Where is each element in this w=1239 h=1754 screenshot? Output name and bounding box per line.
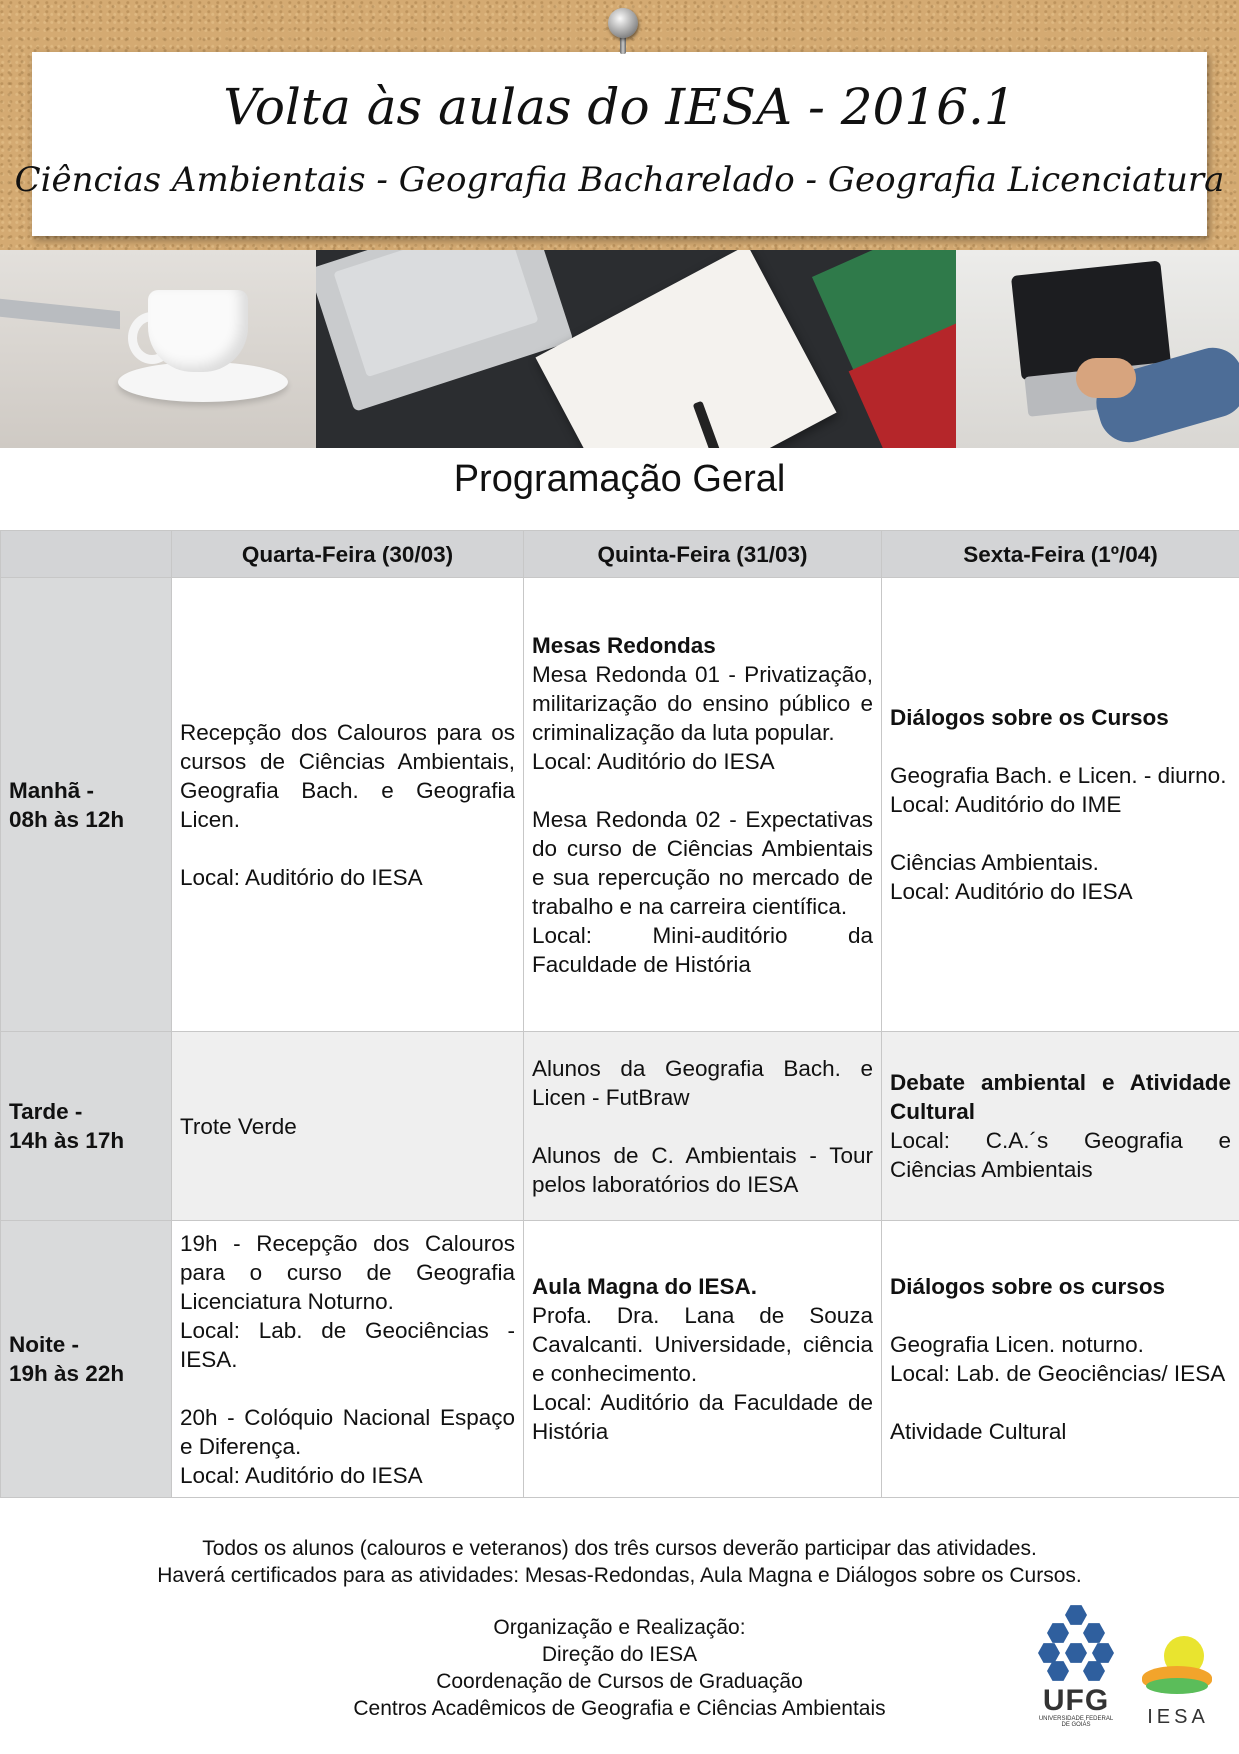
period-label: Noite - bbox=[9, 1332, 79, 1357]
cell-fri-night bbox=[882, 1221, 1239, 1498]
organization-line: Coordenação de Cursos de Graduação bbox=[436, 1670, 803, 1693]
cell-wed-night bbox=[172, 1221, 524, 1498]
cell-text: Alunos da Geografia Bach. e Licen - FutBraw bbox=[532, 1055, 873, 1110]
page-subtitle: Ciências Ambientais - Geografia Bacharelado - Geografia Licenciatura bbox=[14, 160, 1225, 200]
period-label: Manhã - bbox=[9, 777, 95, 803]
schedule-table bbox=[0, 530, 1239, 1498]
table-row-morning bbox=[1, 578, 1239, 1032]
cell-location: Local: Auditório do IESA bbox=[180, 1462, 423, 1488]
cell-location: Local: Mini-auditório da Faculdade de História bbox=[532, 922, 873, 977]
cell-title: Debate ambiental e Atividade Cultural bbox=[890, 1070, 1231, 1124]
period-time: 19h às 22h bbox=[9, 1361, 125, 1386]
ufg-logo-subtitle: UNIVERSIDADE FEDERAL DE GOIÁS bbox=[1038, 1716, 1114, 1728]
cell-location: Local: Auditório do IME bbox=[890, 792, 1122, 817]
cell-text: Alunos de C. Ambientais - Tour pelos laboratórios do IESA bbox=[532, 1142, 873, 1197]
period-label: Tarde - bbox=[9, 1099, 83, 1124]
laptop-typing-photo bbox=[956, 250, 1239, 448]
organization-line: Centros Acadêmicos de Geografia e Ciências Ambientais bbox=[353, 1697, 886, 1720]
cell-title: Diálogos sobre os cursos bbox=[890, 1274, 1166, 1299]
cell-text: Geografia Licen. noturno. bbox=[890, 1332, 1144, 1357]
cell-title: Mesas Redondas bbox=[532, 632, 716, 658]
cell-location: Local: Auditório do IESA bbox=[180, 864, 423, 890]
cell-text: 19h - Recepção dos Calouros para o curso de Geografia Licenciatura Noturno. bbox=[180, 1230, 515, 1314]
iesa-logo bbox=[1140, 1636, 1216, 1731]
cell-thu-morning bbox=[524, 578, 882, 1032]
cell-fri-afternoon bbox=[882, 1032, 1239, 1221]
cell-text: 20h - Colóquio Nacional Espaço e Diferença. bbox=[180, 1404, 515, 1459]
table-row-night bbox=[1, 1221, 1239, 1498]
header-cell-empty bbox=[1, 531, 172, 578]
cell-wed-morning bbox=[172, 578, 524, 1032]
period-cell bbox=[1, 1221, 172, 1498]
period-time: 08h às 12h bbox=[9, 806, 125, 832]
desk-notebook-photo bbox=[316, 250, 956, 448]
photo-strip bbox=[0, 250, 1239, 448]
cell-text: Profa. Dra. Lana de Souza Cavalcanti. Universidade, ciência e conhecimento. bbox=[532, 1303, 873, 1386]
section-heading: Programação Geral bbox=[453, 458, 786, 500]
table-row-afternoon bbox=[1, 1032, 1239, 1221]
cell-title: Aula Magna do IESA. bbox=[532, 1274, 758, 1299]
iesa-logo-word: IESA bbox=[1147, 1706, 1209, 1728]
table-header-row bbox=[1, 531, 1239, 578]
cell-title: Diálogos sobre os Cursos bbox=[890, 705, 1169, 730]
cell-location: Local: Auditório do IESA bbox=[890, 879, 1133, 904]
cell-thu-night bbox=[524, 1221, 882, 1498]
thumbtack-icon bbox=[608, 8, 638, 38]
period-cell bbox=[1, 578, 172, 1032]
period-cell bbox=[1, 1032, 172, 1221]
page-title: Volta às aulas do IESA - 2016.1 bbox=[223, 78, 1016, 136]
cell-fri-morning bbox=[882, 578, 1239, 1032]
attendance-note: Todos os alunos (calouros e veteranos) dos três cursos deverão participar das atividades. bbox=[202, 1537, 1037, 1560]
header-cell-thursday: Quinta-Feira (31/03) bbox=[524, 531, 882, 578]
cell-location: Local: C.A.´s Geografia e Ciências Ambientais bbox=[890, 1128, 1231, 1182]
cell-text: Geografia Bach. e Licen. - diurno. bbox=[890, 763, 1227, 788]
coffee-cup-photo bbox=[0, 250, 316, 448]
cell-text: Recepção dos Calouros para os cursos de Ciências Ambientais, Geografia Bach. e Geografia Licen. bbox=[180, 719, 515, 832]
cell-text: Trote Verde bbox=[180, 1113, 297, 1139]
cell-location: Local: Lab. de Geociências - IESA. bbox=[180, 1317, 515, 1372]
cell-location: Local: Lab. de Geociências/ IESA bbox=[890, 1361, 1226, 1386]
ufg-logo bbox=[1038, 1604, 1114, 1728]
header-cell-friday: Sexta-Feira (1º/04) bbox=[882, 531, 1239, 578]
cell-text: Mesa Redonda 01 - Privatização, militarização do ensino público e criminalização da luta popular. bbox=[532, 661, 873, 745]
cell-location: Local: Auditório da Faculdade de História bbox=[532, 1390, 873, 1444]
header-cell-wednesday: Quarta-Feira (30/03) bbox=[172, 531, 524, 578]
ufg-logo-word: UFG bbox=[1042, 1684, 1110, 1717]
cell-text: Atividade Cultural bbox=[890, 1419, 1067, 1444]
organization-heading: Organização e Realização: bbox=[493, 1616, 746, 1639]
certificate-note: Haverá certificados para as atividades: Mesas-Redondas, Aula Magna e Diálogos sobre os Cursos. bbox=[157, 1564, 1082, 1587]
cell-text: Ciências Ambientais. bbox=[890, 850, 1099, 875]
organization-line: Direção do IESA bbox=[541, 1643, 698, 1666]
cell-thu-afternoon bbox=[524, 1032, 882, 1221]
cell-text: Mesa Redonda 02 - Expectativas do curso de Ciências Ambientais e sua repercução no mercado de trabalho e na carreira científica. bbox=[532, 806, 873, 919]
period-time: 14h às 17h bbox=[9, 1128, 125, 1153]
cell-wed-afternoon bbox=[172, 1032, 524, 1221]
cell-location: Local: Auditório do IESA bbox=[532, 748, 775, 774]
